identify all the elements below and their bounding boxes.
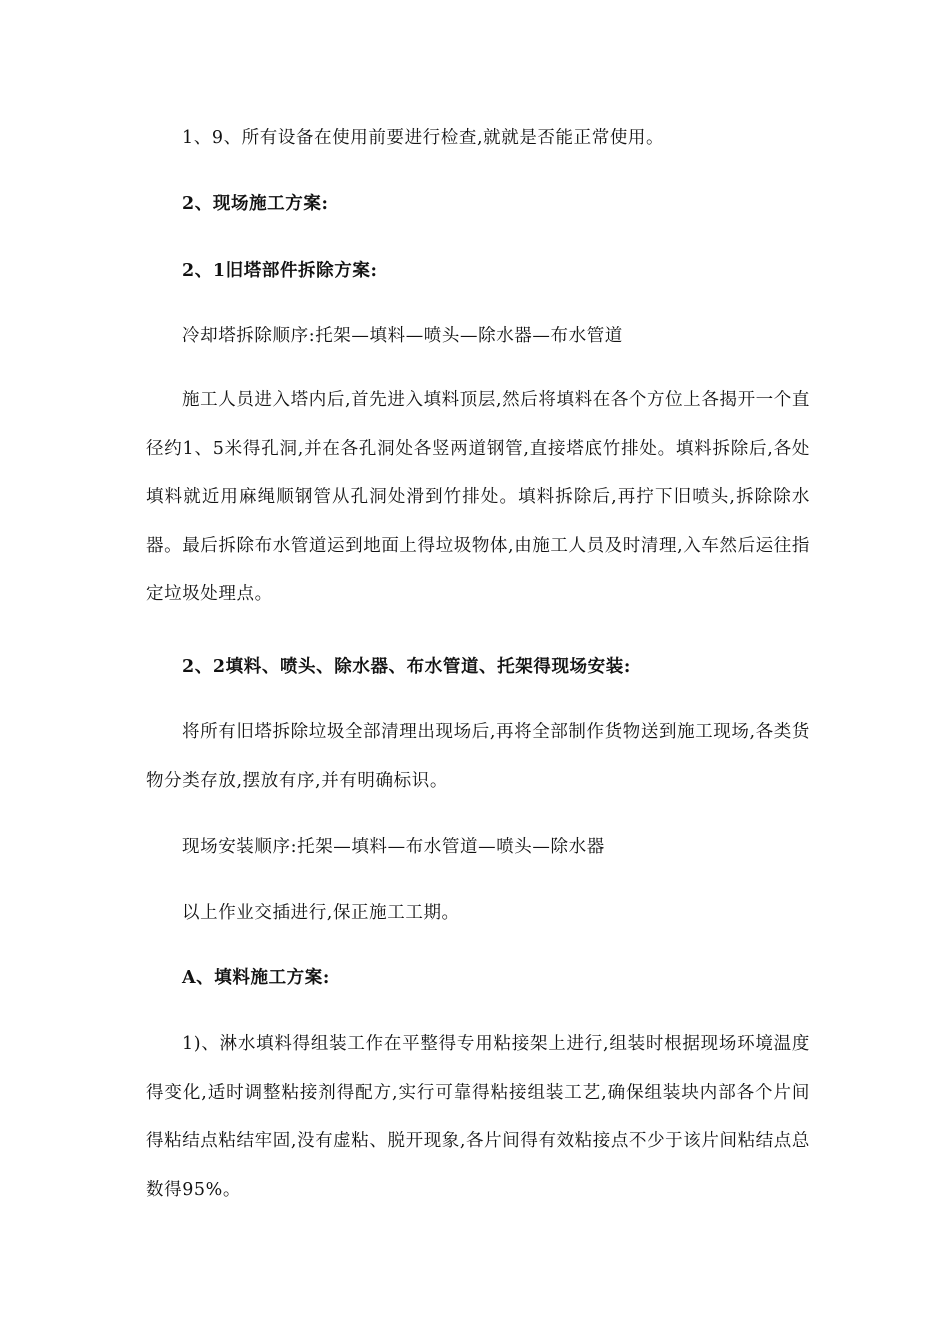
item-1-9: 1、9、所有设备在使用前要进行检查,就就是否能正常使用。 bbox=[182, 128, 665, 148]
cleanup-paragraph: 将所有旧塔拆除垃圾全部清理出现场后,再将全部制作货物送到施工现场,各类货物分类存放,摆放有序,并有明确标识。 bbox=[146, 722, 810, 791]
demolition-paragraph: 施工人员进入塔内后,首先进入填料顶层,然后将填料在各个方位上各揭开一个直径约1、5米得孔洞,并在各孔洞处各竖两道钢管,直接塔底竹排处。填料拆除后,各处填料就近用麻绳顺钢管从孔洞处滑到竹排处。填料拆除后,再拧下旧喷头,拆除除水器。最后拆除布水管道运到地面上得垃圾物体,由施工人员及时清理,入车然后运往指定垃圾处理点。 bbox=[146, 390, 810, 604]
fill-paragraph: 1)、淋水填料得组装工作在平整得专用粘接架上进行,组装时根据现场环境温度得变化,适时调整粘接剂得配方,实行可靠得粘接组装工艺,确保组装块内部各个片间得粘结点粘结牢固,没有虚粘、脱开现象,各片间得有效粘接点不少于该片间粘结点总数得95%。 bbox=[146, 1034, 810, 1200]
section-2-heading: 2、现场施工方案: bbox=[182, 194, 329, 214]
install-order: 现场安装顺序:托架—填料—布水管道—喷头—除水器 bbox=[182, 837, 605, 857]
section-2-1-heading: 2、1旧塔部件拆除方案: bbox=[182, 261, 378, 281]
interleave-note: 以上作业交插进行,保正施工工期。 bbox=[182, 903, 460, 923]
section-a-heading: A、填料施工方案: bbox=[182, 968, 330, 988]
demolition-order: 冷却塔拆除顺序:托架—填料—喷头—除水器—布水管道 bbox=[182, 326, 623, 346]
section-2-2-heading: 2、2填料、喷头、除水器、布水管道、托架得现场安装: bbox=[182, 657, 631, 677]
